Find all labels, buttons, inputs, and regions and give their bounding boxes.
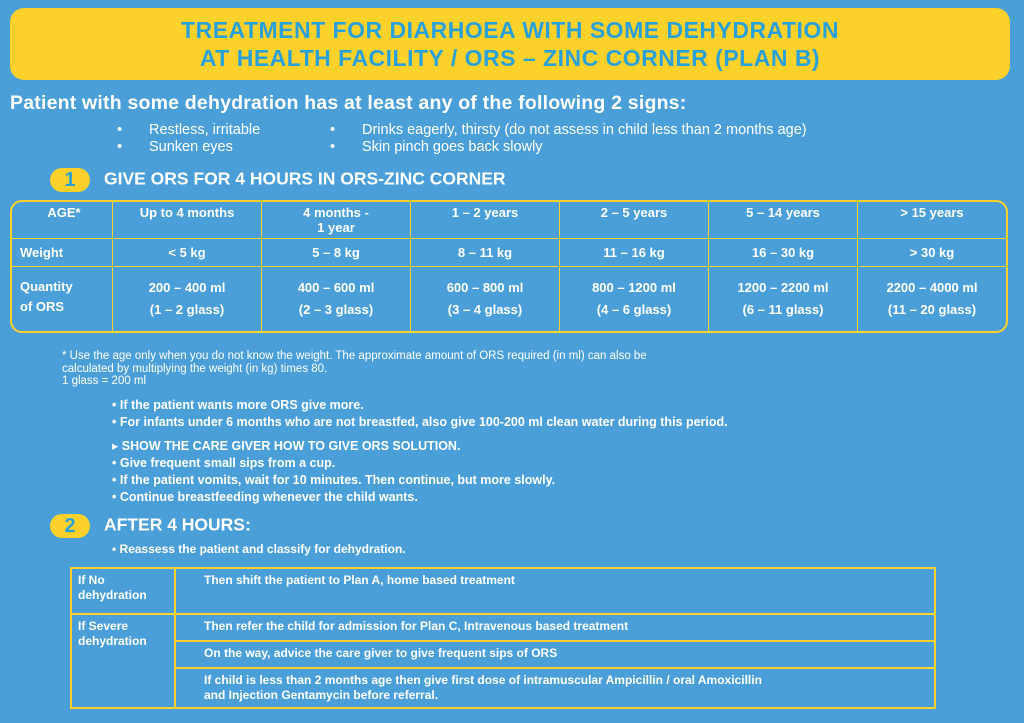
quantity-cell: 2200 – 4000 ml (11 – 20 glass) — [886, 280, 978, 317]
sign-item: • Skin pinch goes back slowly — [330, 139, 807, 156]
sign-item: • Restless, irritable — [117, 122, 260, 139]
severe-action-sips: On the way, advice the care giver to give frequent sips of ORS — [175, 641, 935, 668]
list-item: • If the patient vomits, wait for 10 minutes. Then continue, but more slowly. — [112, 473, 556, 487]
step-2-title: AFTER 4 HOURS: — [104, 514, 251, 535]
age-row-header: AGE* — [12, 202, 113, 239]
severe-dehydration-condition: If Severe dehydration — [71, 614, 175, 708]
title-line-2: AT HEALTH FACILITY / ORS – ZINC CORNER (PLAN B) — [199, 45, 821, 71]
no-dehydration-condition: If No dehydration — [71, 568, 175, 614]
title-banner — [10, 8, 1010, 80]
step-1-heading — [50, 168, 506, 192]
title-line-1: TREATMENT FOR DIARHOEA WITH SOME DEHYDRATION — [181, 17, 839, 43]
weight-cell: 5 – 8 kg — [262, 239, 411, 267]
weight-cell: < 5 kg — [113, 239, 262, 267]
age-cell: 4 months - 1 year — [262, 202, 411, 239]
age-cell: Up to 4 months — [113, 202, 262, 239]
age-cell: 2 – 5 years — [560, 202, 709, 239]
weight-cell: 8 – 11 kg — [411, 239, 560, 267]
weight-cell: > 30 kg — [858, 239, 1006, 267]
no-dehydration-action: Then shift the patient to Plan A, home based treatment — [175, 568, 935, 614]
signs-right-list — [330, 122, 807, 156]
show-heading: ▸ SHOW THE CARE GIVER HOW TO GIVE ORS SOLUTION. — [112, 439, 461, 453]
weight-cell: 16 – 30 kg — [709, 239, 858, 267]
list-item: • Continue breastfeeding whenever the child wants. — [112, 490, 418, 504]
age-cell: 1 – 2 years — [411, 202, 560, 239]
quantity-cell: 600 – 800 ml (3 – 4 glass) — [411, 267, 560, 331]
step-1-title: GIVE ORS FOR 4 HOURS IN ORS-ZINC CORNER — [104, 168, 506, 189]
signs-left-list — [117, 122, 260, 156]
list-item: • Give frequent small sips from a cup. — [112, 456, 336, 470]
ors-advice-list — [112, 397, 728, 431]
after-4-hours-table — [70, 567, 936, 709]
intro-heading: Patient with some dehydration has at least any of the following 2 signs: — [10, 92, 687, 114]
age-cell: 5 – 14 years — [709, 202, 858, 239]
care-giver-list — [112, 438, 555, 506]
list-item: • If the patient wants more ORS give more. — [112, 398, 364, 412]
age-cell: > 15 years — [858, 202, 1006, 239]
ors-quantity-table — [10, 200, 1008, 333]
quantity-cell: 400 – 600 ml (2 – 3 glass) — [262, 267, 411, 331]
quantity-row-header: Quantity of ORS — [12, 267, 113, 331]
step-2-heading — [50, 514, 251, 538]
quantity-cell: 1200 – 2200 ml (6 – 11 glass) — [709, 267, 858, 331]
sign-item: • Sunken eyes — [117, 139, 260, 156]
step-1-number-badge: 1 — [50, 168, 90, 192]
list-item: • For infants under 6 months who are not breastfed, also give 100-200 ml clean water during this period. — [112, 415, 728, 429]
footnote: * Use the age only when you do not know the weight. The approximate amount of ORS required (in ml) can also be calculated by multiplying the weight (in kg) times 80. 1 glass = 200 ml — [62, 350, 647, 387]
step-2-number-badge: 2 — [50, 514, 90, 538]
quantity-cell: 800 – 1200 ml (4 – 6 glass) — [560, 267, 709, 331]
severe-action-refer: Then refer the child for admission for Plan C, Intravenous based treatment — [175, 614, 935, 641]
quantity-cell: 200 – 400 ml (1 – 2 glass) — [113, 267, 262, 331]
weight-row-header: Weight — [12, 239, 113, 267]
weight-cell: 11 – 16 kg — [560, 239, 709, 267]
severe-action-antibiotics: If child is less than 2 months age then give first dose of intramuscular Ampicillin / oral Amoxicillin and Injection Gentamycin before referral. — [175, 668, 935, 708]
reassess-note: • Reassess the patient and classify for dehydration. — [112, 542, 406, 556]
sign-item: • Drinks eagerly, thirsty (do not assess in child less than 2 months age) — [330, 122, 807, 139]
